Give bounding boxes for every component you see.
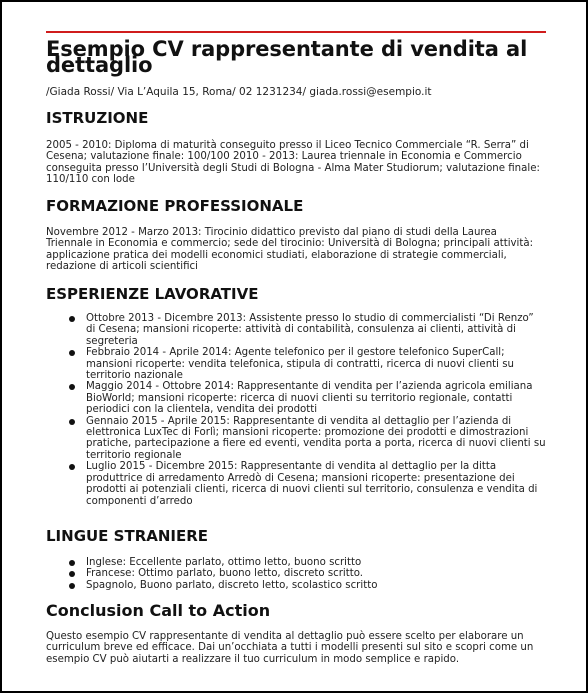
formazione-text: Novembre 2012 - Marzo 2013: Tirocinio didattico previsto dal piano di studi della Laurea Triennale in Economia e commercio; sede del tirocinio: Università di Bologna; principali attività: applicazione pratica dei modelli economici studiati, elaborazione di strategie commerciali, redazione di articoli scientifici <box>46 227 534 273</box>
conclusion-text: Questo esempio CV rappresentante di vendita al dettaglio può essere scelto per elaborare un curriculum breve ed efficace. Dai un’occhiata a tutti i modelli presenti sul sito e scopri come un esempio CV può aiutarti a realizzare il tuo curriculum in modo semplice e rapido. <box>46 631 534 665</box>
list-item: Francese: Ottimo parlato, buono letto, discreto scritto. <box>64 568 546 579</box>
list-item: Gennaio 2015 - Aprile 2015: Rappresentante di vendita al dettaglio per l’azienda di elettronica LuxTec di Forlì; mansioni ricoperte: promozione dei prodotti e dimostrazioni pratiche, partecipazione a fiere ed eventi, vendita porta a porta, ricerca di nuovi clienti su territorio regionale <box>64 416 546 462</box>
page-title: Esempio CV rappresentante di vendita al dettaglio <box>46 37 528 77</box>
esperienze-list <box>64 313 546 507</box>
list-item: Ottobre 2013 - Dicembre 2013: Assistente presso lo studio di commercialisti “Di Renzo” di Cesena; mansioni ricoperte: attività di contabilità, consulenza ai clienti, attività di segreteria <box>64 313 546 347</box>
list-item: Spagnolo, Buono parlato, discreto letto, scolastico scritto <box>64 580 546 591</box>
header-accent-line <box>46 31 546 33</box>
section-heading-istruzione: ISTRUZIONE <box>46 109 149 127</box>
contact-line: /Giada Rossi/ Via L’Aquila 15, Roma/ 02 1231234/ giada.rossi@esempio.it <box>46 86 432 98</box>
section-heading-lingue: LINGUE STRANIERE <box>46 527 209 545</box>
section-heading-conclusion: Conclusion Call to Action <box>46 601 271 620</box>
section-heading-formazione: FORMAZIONE PROFESSIONALE <box>46 197 304 215</box>
list-item: Luglio 2015 - Dicembre 2015: Rappresentante di vendita al dettaglio per la ditta produttrice di arredamento Arredò di Cesena; mansioni ricoperte: presentazione dei prodotti ai potenziali clienti, ricerca di nuovi clienti sul territorio, consulenza e vendita di componenti d’arredo <box>64 461 546 507</box>
list-item: Inglese: Eccellente parlato, ottimo letto, buono scritto <box>64 557 546 568</box>
lingue-list <box>64 557 546 591</box>
section-heading-esperienze: ESPERIENZE LAVORATIVE <box>46 285 259 303</box>
istruzione-text: 2005 - 2010: Diploma di maturità conseguito presso il Liceo Tecnico Commerciale “R. Serra” di Cesena; valutazione finale: 100/100 2010 - 2013: Laurea triennale in Economia e Commercio conseguita presso l’Università degli Studi di Bologna - Alma Mater Studiorum; valutazione finale: 110/110 con lode <box>46 140 540 186</box>
list-item: Maggio 2014 - Ottobre 2014: Rappresentante di vendita per l’azienda agricola emiliana BioWorld; mansioni ricoperte: ricerca di nuovi clienti su territorio regionale, contatti periodici con la clientela, vendita dei prodotti <box>64 381 546 415</box>
list-item: Febbraio 2014 - Aprile 2014: Agente telefonico per il gestore telefonico SuperCall; mansioni ricoperte: vendita telefonica, stipula di contratti, ricerca di nuovi clienti su territorio nazionale <box>64 347 546 381</box>
